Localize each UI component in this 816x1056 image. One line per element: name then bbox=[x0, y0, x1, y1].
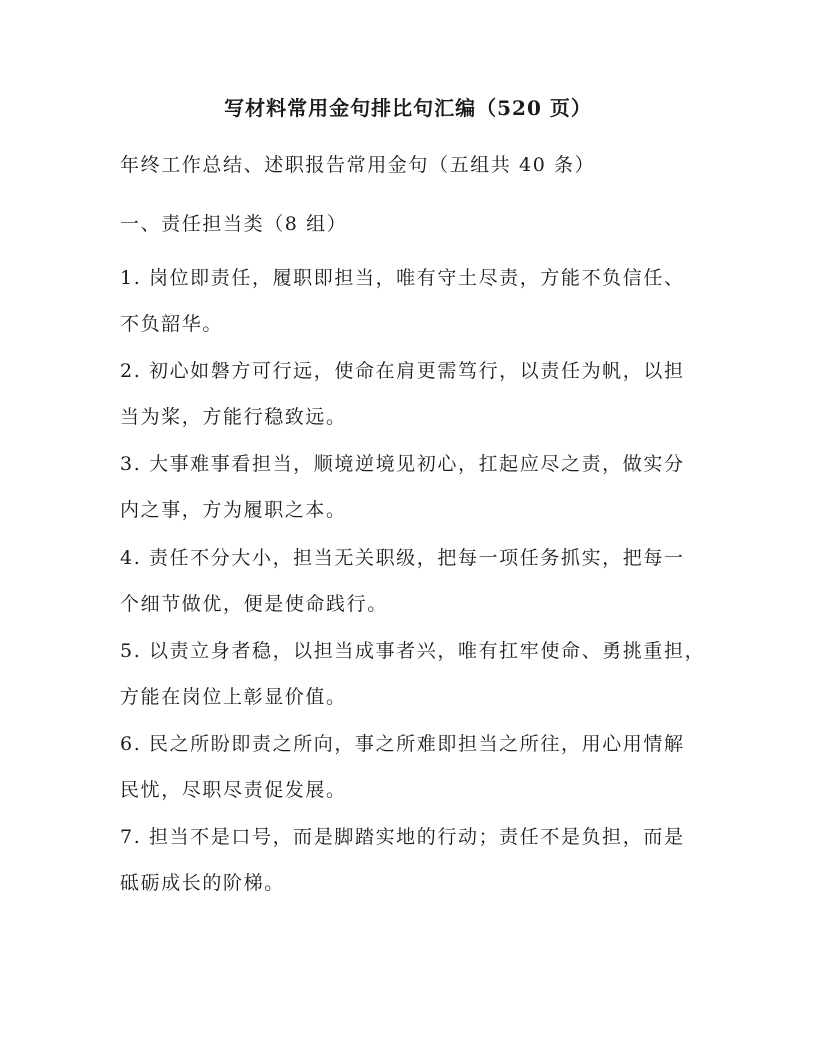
list-item-line: 不负韶华。 bbox=[120, 313, 224, 335]
list-item bbox=[120, 822, 720, 914]
list-item-line: 4. 责任不分大小，担当无关职级，把每一项任务抓实，把每一 bbox=[120, 547, 685, 569]
list-item bbox=[120, 729, 720, 821]
list-item-line: 5. 以责立身者稳，以担当成事者兴，唯有扛牢使命、勇挑重担， bbox=[120, 640, 706, 662]
list-item-line: 内之事，方为履职之本。 bbox=[120, 499, 347, 521]
list-item-line: 个细节做优，便是使命践行。 bbox=[120, 593, 388, 615]
list-item-line: 2. 初心如磐方可行远，使命在肩更需笃行，以责任为帆，以担 bbox=[120, 360, 685, 382]
list-item-line: 1. 岗位即责任，履职即担当，唯有守土尽责，方能不负信任、 bbox=[120, 267, 685, 289]
list-item-line: 6. 民之所盼即责之所向，事之所难即担当之所往，用心用情解 bbox=[120, 733, 685, 755]
list-item-line: 方能在岗位上彰显价值。 bbox=[120, 686, 347, 708]
list-item-line: 民忧，尽职尽责促发展。 bbox=[120, 779, 347, 801]
list-item bbox=[120, 263, 720, 355]
list-item-line: 3. 大事难事看担当，顺境逆境见初心，扛起应尽之责，做实分 bbox=[120, 453, 685, 475]
list-item bbox=[120, 543, 720, 635]
section-heading: 一、责任担当类（8 组） bbox=[120, 213, 348, 235]
list-item-line: 砥砺成长的阶梯。 bbox=[120, 872, 285, 894]
document-subtitle: 年终工作总结、述职报告常用金句（五组共 40 条） bbox=[120, 154, 596, 176]
list-item-line: 当为桨，方能行稳致远。 bbox=[120, 406, 347, 428]
list-item bbox=[120, 636, 720, 728]
list-item bbox=[120, 449, 720, 541]
list-item-line: 7. 担当不是口号，而是脚踏实地的行动；责任不是负担，而是 bbox=[120, 826, 685, 848]
document-title: 写材料常用金句排比句汇编（520 页） bbox=[224, 96, 592, 120]
list-item bbox=[120, 356, 720, 448]
